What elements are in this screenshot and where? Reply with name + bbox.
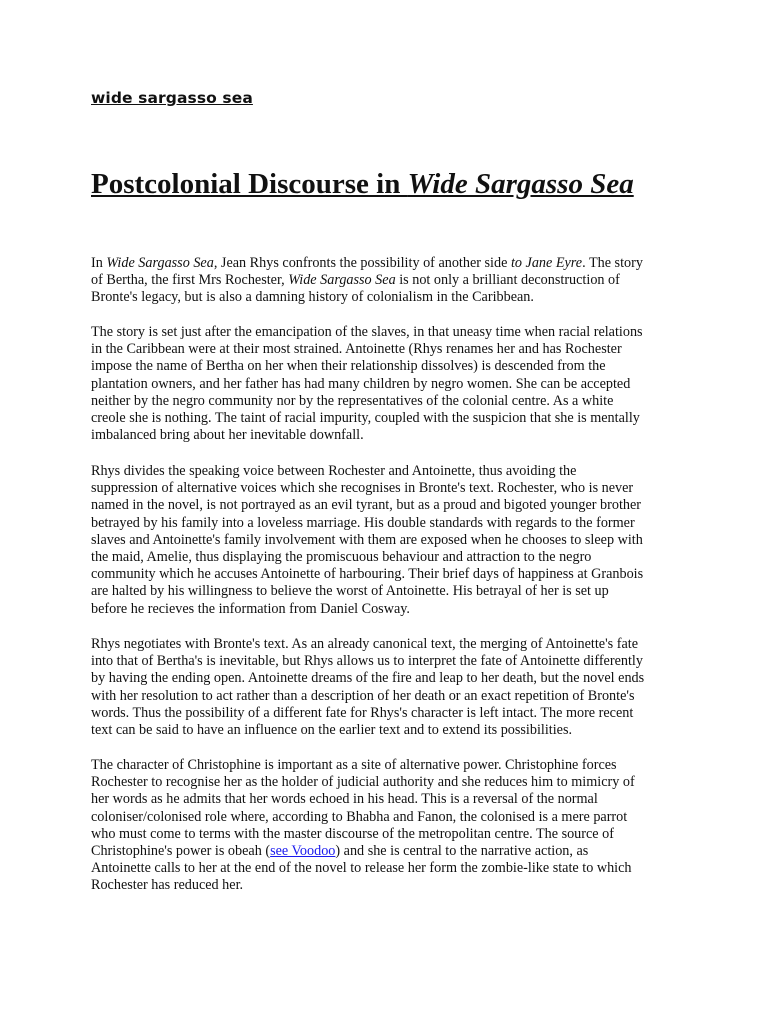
paragraph-line: neither by the negro community nor by the representatives of the colonial centre. As a white xyxy=(91,392,614,409)
paragraph-line: impose the name of Bertha on her when their relationship dissolves) is descended from the xyxy=(91,358,606,375)
paragraph-line: coloniser/colonised role where, according to Bhabha and Fanon, the colonised is a mere parrot xyxy=(91,808,628,825)
paragraph-line: into that of Bertha's is inevitable, but Rhys allows us to interpret the fate of Antoinette differently xyxy=(91,653,643,670)
paragraph-line: who must come to terms with the master discourse of the metropolitan centre. The source of xyxy=(91,825,614,842)
paragraph-line: with her resolution to act rather than a description of her death or an exact repetition of Bronte's xyxy=(91,687,635,704)
paragraph-negotiation xyxy=(91,636,691,739)
paragraph-line: betrayed by his family into a loveless marriage. His double standards with regards to the former xyxy=(91,514,635,531)
document-heading: wide sargasso sea xyxy=(91,89,253,107)
text-run: ) and she is central to the narrative action, as xyxy=(335,843,589,860)
paragraph-line: slaves and Antoinette's family involvement with them are exposed when he chooses to sleep with xyxy=(91,531,643,548)
paragraph-christophine xyxy=(91,757,691,895)
paragraph-line: Rhys divides the speaking voice between Rochester and Antoinette, thus avoiding the xyxy=(91,463,577,479)
title-italic: Wide Sargasso Sea xyxy=(407,168,634,200)
paragraph-line: Rhys negotiates with Bronte's text. As an already canonical text, the merging of Antoinette's fate xyxy=(91,636,638,652)
italic-title-run: Wide Sargasso Sea xyxy=(106,255,214,271)
text-run: In xyxy=(91,255,107,271)
italic-title-run: Wide Sargasso Sea xyxy=(288,272,396,289)
paragraph-intro xyxy=(91,255,691,307)
text-run: Christophine's power is obeah ( xyxy=(91,843,271,860)
page-title xyxy=(91,168,634,201)
paragraph-line: imbalanced bring about her inevitable downfall. xyxy=(91,427,364,444)
paragraph-line: creole she is nothing. The taint of racial impurity, coupled with the suspicion that she is mentally xyxy=(91,410,640,427)
paragraph-line: suppression of alternative voices which she recognises in Bronte's text. Rochester, who is never xyxy=(91,480,634,497)
paragraph-setting xyxy=(91,324,691,444)
paragraph-voices xyxy=(91,463,691,618)
paragraph-line: community which he accuses Antoinette of harbouring. Their brief days of happiness at Granbois xyxy=(91,566,644,583)
paragraph-line: are halted by his willingness to believe the worst of Antoinette. His betrayal of her is set up xyxy=(91,583,609,600)
paragraph-line: The story is set just after the emancipation of the slaves, in that uneasy time when racial relations xyxy=(91,324,643,340)
paragraph-line: The character of Christophine is important as a site of alternative power. Christophine forces xyxy=(91,757,617,773)
title-prefix: Postcolonial Discourse in xyxy=(91,168,408,200)
paragraph-line: Rochester has reduced her. xyxy=(91,877,244,894)
paragraph-line: before he recieves the information from Daniel Cosway. xyxy=(91,600,410,617)
paragraph-line: words. Thus the possibility of a different fate for Rhys's character is left intact. The more recent xyxy=(91,704,634,721)
paragraph-line: the maid, Amelie, thus displaying the promiscuous behaviour and attraction to the negro xyxy=(91,549,592,566)
text-run: , Jean Rhys confronts the possibility of another side xyxy=(213,255,511,271)
paragraph-line: text can be said to have an influence on the earlier text and to extend its possibilities. xyxy=(91,722,573,739)
see-voodoo-link[interactable]: see Voodoo xyxy=(270,843,336,860)
italic-run: to Jane Eyre xyxy=(510,255,583,271)
paragraph-line: named in the novel, is not portrayed as an evil tyrant, but as a proud and bigoted younger brother xyxy=(91,497,642,514)
text-run: . The story xyxy=(582,255,643,271)
paragraph-line xyxy=(91,255,691,272)
paragraph-line xyxy=(91,272,691,289)
paragraph-line xyxy=(91,843,691,860)
paragraph-line: her words as he admits that her words echoed in his head. This is a reversal of the normal xyxy=(91,791,598,808)
paragraph-line: Antoinette calls to her at the end of the novel to release her form the zombie-like state to which xyxy=(91,860,632,877)
paragraph-line: by having the ending open. Antoinette dreams of the fire and leap to her death, but the novel ends xyxy=(91,670,645,687)
paragraph-line: Rochester to recognise her as the holder of judicial authority and she reduces him to mimicry of xyxy=(91,774,635,791)
paragraph-line: plantation owners, and her father has had many children by negro women. She can be accepted xyxy=(91,375,631,392)
paragraph-line: Bronte's legacy, but is also a damning history of colonialism in the Caribbean. xyxy=(91,289,534,306)
paragraph-line: in the Caribbean were at their most strained. Antoinette (Rhys renames her and has Rochester xyxy=(91,341,622,358)
text-run: is not only a brilliant deconstruction of xyxy=(395,272,620,289)
text-run: of Bertha, the first Mrs Rochester, xyxy=(91,272,289,289)
